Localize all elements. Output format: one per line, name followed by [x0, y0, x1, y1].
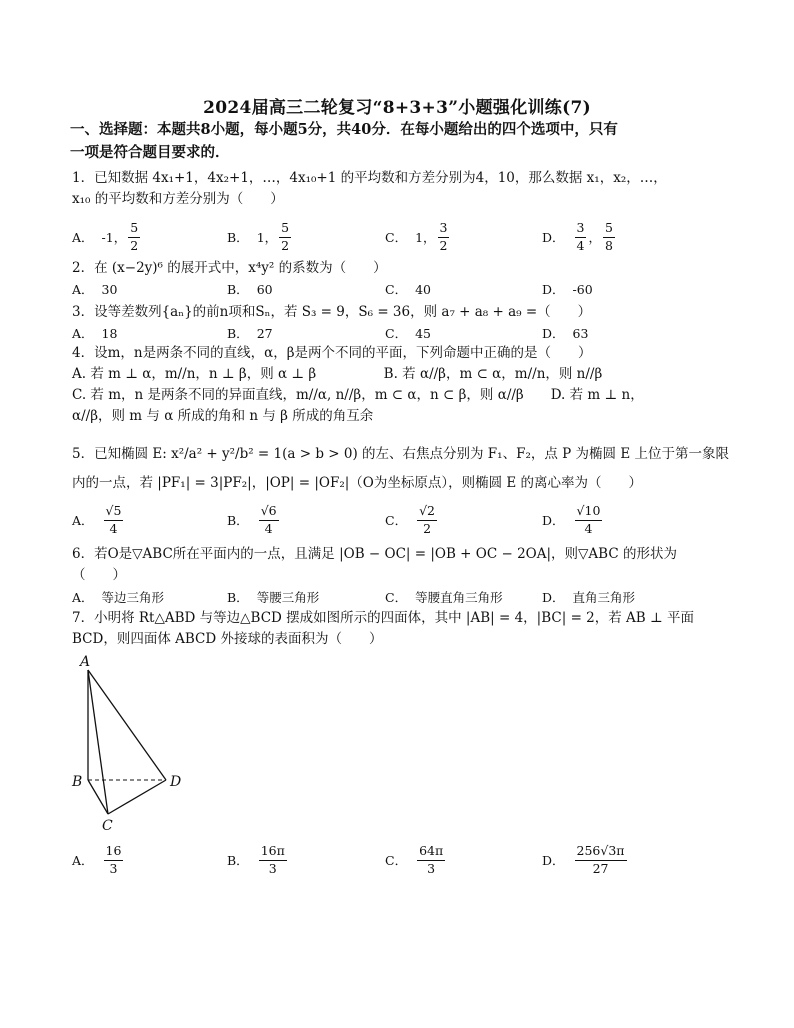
edge-cd [108, 780, 166, 814]
question-2-options [72, 274, 732, 304]
q5-option-a[interactable]: A． $\frac{√5}{4}$ [72, 503, 122, 536]
fraction: $\frac{16}{3}$ [105, 843, 122, 876]
q5-option-c[interactable]: C． $\frac{√2}{2}$ [385, 503, 435, 536]
fraction: $\frac{64\pi}{3}$ [419, 843, 444, 876]
fraction: $\frac{√10}{4}$ [576, 503, 601, 536]
q7-option-a[interactable]: A． $\frac{16}{3}$ [72, 843, 122, 876]
section-heading [70, 118, 730, 164]
fraction: $\frac{16\pi}{3}$ [260, 843, 285, 876]
q3-option-a[interactable]: A． 18 [72, 325, 118, 341]
q7-option-c[interactable]: C． $\frac{64\pi}{3}$ [385, 843, 444, 876]
q2-option-d[interactable]: D． -60 [542, 281, 593, 297]
fraction: $\frac{5}{8}$ [605, 220, 613, 253]
q3-option-b[interactable]: B． 27 [227, 325, 273, 341]
q1-option-a[interactable]: A． -1， $\frac{5}{2}$ [72, 220, 139, 253]
section-heading-line1: 一、选择题：本题共8小题，每小题5分，共40分．在每小题给出的四个选项中，只有 [70, 121, 618, 138]
q2-option-c[interactable]: C． 40 [385, 281, 431, 297]
fraction: $\frac{5}{2}$ [130, 220, 139, 253]
fraction: $\frac{√2}{2}$ [419, 503, 435, 536]
question-4 [72, 343, 722, 427]
fraction: $\frac{3}{2}$ [439, 220, 448, 253]
q6-option-b[interactable]: B． 等腰三角形 [227, 590, 320, 605]
question-5-options [72, 500, 732, 540]
question-1-options [72, 222, 732, 252]
question-6-line1: 6．若O是▽ABC所在平面内的一点，且满足 |OB − OC| = |OB + OC − 2OA|，则▽ABC 的形状为 [72, 546, 677, 562]
question-5 [72, 438, 729, 496]
fraction: $\frac{5}{2}$ [281, 220, 290, 253]
question-6-line2: （ ） [72, 567, 126, 583]
question-6 [72, 544, 722, 586]
question-7-options [72, 840, 732, 880]
q5-option-b[interactable]: B． $\frac{√6}{4}$ [227, 503, 277, 536]
edge-ad [88, 670, 166, 780]
question-4-line4: α//β，则 m 与 α 所成的角和 n 与 β 所成的角互余 [72, 408, 374, 424]
q1-option-b[interactable]: B． 1， $\frac{5}{2}$ [227, 220, 290, 253]
q7-option-b[interactable]: B． $\frac{16\pi}{3}$ [227, 843, 285, 876]
q7-option-d[interactable]: D． $\frac{256√3\pi}{27}$ [542, 843, 625, 876]
fraction: $\frac{√5}{4}$ [105, 503, 122, 536]
question-2-line1: 2．在 (x−2y)⁶ 的展开式中，x⁴y² 的系数为（ ） [72, 260, 387, 276]
fraction: $\frac{256√3\pi}{27}$ [576, 843, 625, 876]
q2-option-b[interactable]: B． 60 [227, 281, 273, 297]
fraction: $\frac{√6}{4}$ [260, 503, 277, 536]
page-title: 2024届高三二轮复习“8+3+3”小题强化训练(7) [203, 98, 591, 118]
fraction: $\frac{3}{4}$ [576, 220, 585, 253]
question-7 [72, 608, 722, 650]
q6-option-c[interactable]: C． 等腰直角三角形 [385, 590, 503, 605]
question-5-line1: 5．已知椭圆 E: x²/a² + y²/b² = 1(a > b > 0) 的左、右焦点分别为 F₁、F₂，点 P 为椭圆 E 上位于第一象限 [72, 446, 729, 462]
question-1-line1: 1．已知数据 4x₁+1，4x₂+1，…，4x₁₀+1 的平均数和方差分别为4，10，那么数据 x₁，x₂，…， [72, 170, 667, 186]
q6-option-a[interactable]: A． 等边三角形 [72, 590, 165, 605]
vertex-label-b: B [72, 774, 83, 790]
question-1 [72, 168, 722, 210]
question-3-line1: 3．设等差数列{aₙ}的前n项和Sₙ，若 S₃ = 9，S₆ = 36，则 a₇ + a₈ + a₉ =（ ） [72, 304, 592, 320]
edge-ac [88, 670, 108, 814]
q1-option-d[interactable]: D． $\frac{3}{4}$ ， $\frac{5}{8}$ [542, 220, 613, 253]
q6-option-d[interactable]: D． 直角三角形 [542, 590, 636, 605]
question-1-line2: x₁₀ 的平均数和方差分别为（ ） [72, 191, 284, 207]
question-4-line2: A. 若 m ⊥ α，m//n，n ⊥ β，则 α ⊥ β B. 若 α//β，m ⊂ α，m//n，则 n//β [72, 366, 603, 382]
question-5-line2: 内的一点，若 |PF₁| = 3|PF₂|，|OP| = |OF₂|（O为坐标原点），则椭圆 E 的离心率为（ ） [72, 475, 643, 491]
vertex-label-d: D [170, 774, 182, 790]
question-4-line3: C. 若 m，n 是两条不同的异面直线，m//α, n//β，m ⊂ α，n ⊂ β，则 α//β D. 若 m ⊥ n， [72, 387, 644, 403]
q3-option-c[interactable]: C． 45 [385, 325, 431, 341]
q2-option-a[interactable]: A． 30 [72, 281, 118, 297]
vertex-label-a: A [80, 654, 91, 670]
q1-option-c[interactable]: C． 1， $\frac{3}{2}$ [385, 220, 448, 253]
section-heading-line2: 一项是符合题目要求的． [70, 144, 230, 161]
q5-option-d[interactable]: D． $\frac{√10}{4}$ [542, 503, 601, 536]
question-7-line2: BCD，则四面体 ABCD 外接球的表面积为（ ） [72, 631, 383, 647]
question-7-line1: 7．小明将 Rt△ABD 与等边△BCD 摆成如图所示的四面体，其中 |AB| = 4，|BC| = 2，若 AB ⊥ 平面 [72, 610, 694, 626]
tetrahedron-figure [70, 652, 210, 834]
q3-option-d[interactable]: D． 63 [542, 325, 589, 341]
question-4-line1: 4．设m，n是两条不同的直线，α，β是两个不同的平面，下列命题中正确的是（ ） [72, 345, 592, 361]
vertex-label-c: C [102, 818, 113, 834]
